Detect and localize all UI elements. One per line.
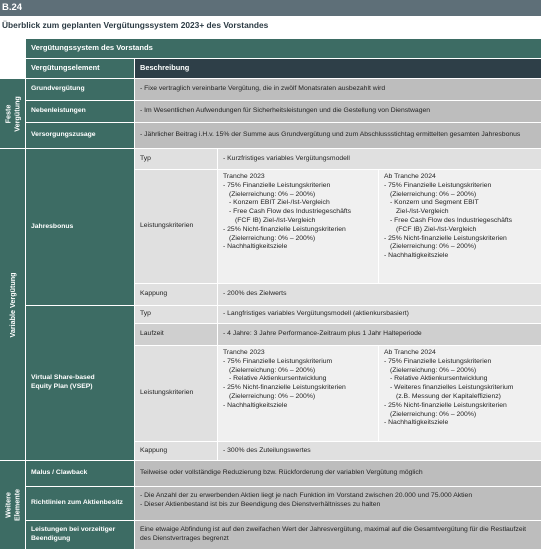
vsep-type-value: - Langfristiges variables Vergütungsmodell (aktienkursbasiert) xyxy=(218,306,541,323)
vsep-cap-label: Kappung xyxy=(135,442,217,460)
vsep-tranche-2023: Tranche 2023 - 75% Finanzielle Leistungskriterium (Zielerreichung: 0% – 200%) - Relative Aktienkursentwicklung - 25% Nicht-finanzielle Leistungskriterien (Zielerreichung: 0% – 200%) - Nachhaltigkeitsziele xyxy=(218,346,378,441)
row-label-base-salary: Grundvergütung xyxy=(26,79,134,100)
group-variable-compensation: Variable Vergütung xyxy=(0,149,25,460)
vsep-type-label: Typ xyxy=(135,306,217,323)
row-text-pension: - Jährlicher Beitrag i.H.v. 15% der Summe aus Grundvergütung und zum Abschlussstichtag ermittelten gesamten Jahresbonus xyxy=(135,123,541,148)
column-header-description: Beschreibung xyxy=(135,59,541,78)
vsep-criteria-label: Leistungskriterien xyxy=(135,346,217,441)
jahresbonus-tranche-2023: Tranche 2023 - 75% Finanzielle Leistungskriterien (Zielerreichung: 0% – 200%) - Konzern EBIT Ziel-/Ist-Vergleich - Free Cash Flow des Industriegeschäfts (FCF IB) Ziel-/Ist-Vergleich - 25% Nicht-finanzielle Leistungskriterien (Zielerreichung: 0% – 200%) - Nachhaltigkeitsziele xyxy=(218,170,378,283)
vsep-tranche-2024: Ab Tranche 2024 - 75% Finanzielle Leistungskriterien (Zielerreichung: 0% – 200%) - Relative Aktienkursentwicklung - Weiteres finanzielles Leistungskriterium (z.B. Messung der Kapitaleffizienz) - 25% Nicht-finanzielle Leistungskriterien (Zielerreichung: 0% – 200%) - Nachhaltigkeitsziele xyxy=(379,346,541,441)
jahresbonus-type-value: - Kurzfristiges variables Vergütungsmodell xyxy=(218,149,541,169)
vsep-label: Virtual Share-based Equity Plan (VSEP) xyxy=(26,306,134,460)
figure-caption: Überblick zum geplanten Vergütungssystem 2023+ des Vorstandes xyxy=(2,20,269,30)
row-label-early-termination: Leistungen bei vorzeitiger Beendigung xyxy=(26,521,134,549)
row-label-pension: Versorgungszusage xyxy=(26,123,134,148)
jahresbonus-tranche-2024: Ab Tranche 2024 - 75% Finanzielle Leistungskriterien (Zielerreichung: 0% – 200%) - Konzern und Segment EBIT Ziel-/Ist-Vergleich - Free Cash Flow des Industriegeschäfts (FCF IB) Ziel-/Ist-Vergleich - 25% Nicht-finanzielle Leistungskriterien (Zielerreichung: 0% – 200%) - Nachhaltigkeitsziele xyxy=(379,170,541,283)
jahresbonus-type-label: Typ xyxy=(135,149,217,169)
row-label-fringe-benefits: Nebenleistungen xyxy=(26,101,134,122)
row-label-share-ownership: Richtlinien zum Aktienbesitz xyxy=(26,487,134,520)
vsep-term-label: Laufzeit xyxy=(135,324,217,345)
row-text-malus-clawback: Teilweise oder vollständige Reduzierung bzw. Rückforderung der variablen Vergütung möglich xyxy=(135,461,541,486)
group-other-elements: Weitere Elemente xyxy=(0,461,25,549)
row-text-fringe-benefits: - Im Wesentlichen Aufwendungen für Sicherheitsleistungen und die Gestellung von Dienstwagen xyxy=(135,101,541,122)
jahresbonus-cap-value: - 200% des Zielwerts xyxy=(218,284,541,305)
figure-header-bar xyxy=(0,0,541,16)
table-title: Vergütungssystem des Vorstands xyxy=(26,39,541,58)
row-text-early-termination: Eine etwaige Abfindung ist auf den zweifachen Wert der Jahresvergütung, maximal auf die Gesamtvergütung für die Restlaufzeit des Dienstvertrages begrenzt xyxy=(135,521,541,549)
column-header-element: Vergütungselement xyxy=(26,59,134,78)
vsep-cap-value: - 300% des Zuteilungswertes xyxy=(218,442,541,460)
row-label-malus-clawback: Malus / Clawback xyxy=(26,461,134,486)
vsep-term-value: - 4 Jahre: 3 Jahre Performance-Zeitraum plus 1 Jahr Halteperiode xyxy=(218,324,541,345)
figure-number: B.24 xyxy=(2,2,23,13)
jahresbonus-label: Jahresbonus xyxy=(26,149,134,305)
group-fixed-compensation: Feste Vergütung xyxy=(0,79,25,148)
row-text-share-ownership: - Die Anzahl der zu erwerbenden Aktien liegt je nach Funktion im Vorstand zwischen 20.000 und 75.000 Aktien - Dieser Aktienbestand ist bis zur Beendigung des Dienstverhältnisses zu halten xyxy=(135,487,541,520)
jahresbonus-criteria-label: Leistungskriterien xyxy=(135,170,217,283)
jahresbonus-cap-label: Kappung xyxy=(135,284,217,305)
row-text-base-salary: - Fixe vertraglich vereinbarte Vergütung, die in zwölf Monatsraten ausbezahlt wird xyxy=(135,79,541,100)
